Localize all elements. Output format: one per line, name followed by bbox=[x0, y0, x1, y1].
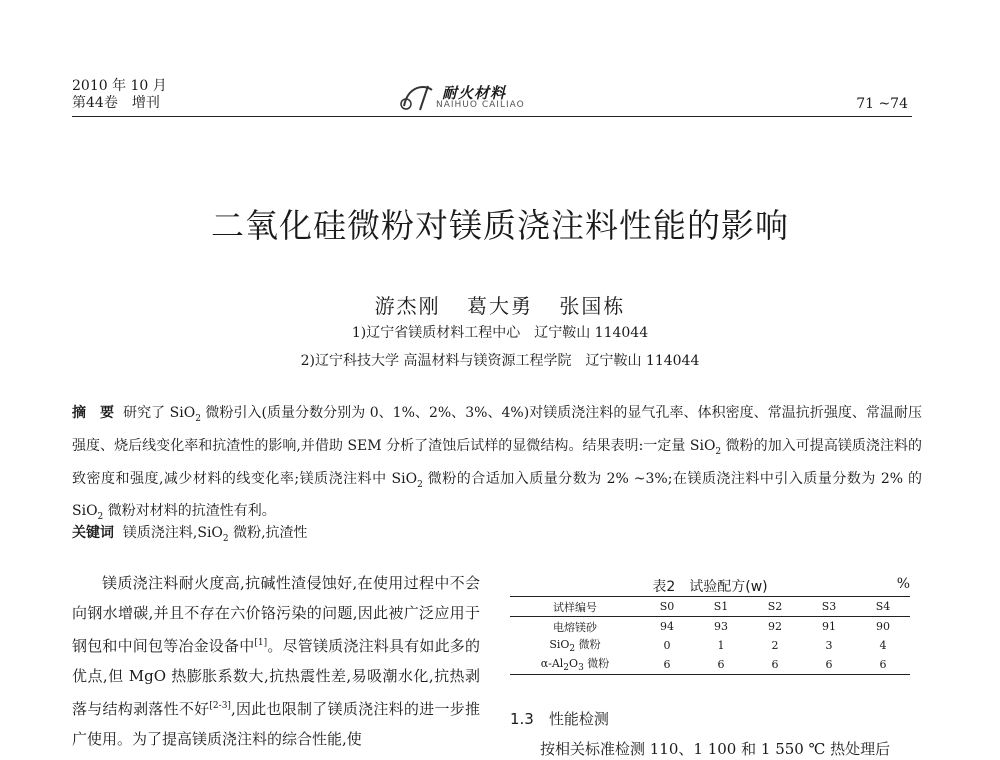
section-heading: 1.3 性能检测 bbox=[510, 710, 609, 728]
page-range: 71 ~74 bbox=[856, 96, 908, 112]
author-name: 葛大勇 bbox=[467, 294, 533, 318]
subscript: 2 bbox=[417, 479, 423, 490]
issue-date: 2010 年 10 月 bbox=[72, 78, 167, 94]
table-cell: 0 bbox=[663, 639, 671, 652]
header-rule bbox=[72, 116, 912, 117]
table-row bbox=[510, 655, 910, 675]
subscript: 2 bbox=[569, 644, 576, 655]
table-header-cell: S0 bbox=[640, 597, 694, 617]
keywords-label: 关键词 bbox=[72, 525, 114, 541]
table-cell: 6 bbox=[856, 655, 910, 675]
table-cell: 4 bbox=[879, 639, 887, 652]
journal-logo bbox=[398, 80, 558, 114]
table-cell: 90 bbox=[876, 620, 890, 633]
table-header-cell: S1 bbox=[694, 597, 748, 617]
table-cell: 94 bbox=[660, 620, 674, 633]
subscript: 2 bbox=[97, 512, 104, 523]
abstract-text: 微粉的合适加入质量分数为 2% ~3%;在镁质浇注料中引入质量分数为 2% 的 SiO bbox=[72, 470, 922, 520]
subscript: 2 bbox=[563, 663, 570, 674]
section-text: 按相关标准检测 110、1 100 和 1 550 ℃ 热处理后 bbox=[540, 740, 891, 758]
table-cell: 2 bbox=[771, 639, 779, 652]
subscript: 3 bbox=[578, 663, 584, 674]
table-cell: 6 bbox=[748, 655, 802, 675]
body-paragraph bbox=[72, 568, 480, 754]
affiliation-1: 1)辽宁省镁质材料工程中心 辽宁鞍山 114044 bbox=[351, 325, 649, 341]
table-cell: 91 bbox=[822, 620, 836, 633]
abstract-label: 摘 要 bbox=[72, 405, 115, 421]
citation: [2-3] bbox=[209, 701, 231, 711]
table-cell: 6 bbox=[802, 655, 856, 675]
table-row bbox=[510, 617, 910, 637]
table-header-cell: 试样编号 bbox=[510, 597, 640, 617]
cell-text: O bbox=[569, 657, 579, 671]
affiliation-2: 2)辽宁科技大学 高温材料与镁资源工程学院 辽宁鞍山 114044 bbox=[300, 353, 700, 369]
subscript: 2 bbox=[715, 446, 722, 457]
subscript: 2 bbox=[222, 533, 229, 544]
journal-logo-icon bbox=[398, 80, 438, 114]
table-cell: 6 bbox=[640, 655, 694, 675]
table-unit: % bbox=[896, 576, 910, 592]
author-name: 张国栋 bbox=[559, 294, 626, 318]
table-header-cell: S3 bbox=[802, 597, 856, 617]
citation: [1] bbox=[254, 638, 268, 648]
keywords-text: 镁质浇注料,SiO bbox=[122, 525, 223, 541]
table-cell: 3 bbox=[825, 639, 833, 652]
abstract-text: 微粉引入(质量分数分别为 0、1%、2%、3%、4%)对镁质浇注料的显气孔率、体积密度、常温抗折强度、常温耐压强度、烧后线变化率和抗渣性的影响,并借助 SEM 分析了渣蚀后试样的显微结构。结果表明:一定量 SiO bbox=[72, 405, 923, 454]
cell-text: SiO bbox=[549, 638, 570, 652]
keywords bbox=[72, 522, 308, 544]
body-text: 。尽管镁质浇注料具有如此多的优点,但 MgO 热膨胀系数大,抗热震性差,易吸潮水化,抗热剥落与结构剥落性不好 bbox=[72, 637, 480, 718]
table-cell: 1 bbox=[717, 639, 725, 652]
table-cell: 6 bbox=[694, 655, 748, 675]
body-text: ,因此也限制了镁质浇注料的进一步推广使用。为了提高镁质浇注料的综合性能,使 bbox=[72, 700, 480, 748]
abstract-text: 微粉对材料的抗渣性有利。 bbox=[103, 503, 276, 520]
table-cell: 92 bbox=[768, 620, 782, 633]
table-cell: 93 bbox=[714, 620, 728, 633]
journal-name-en: NAIHUO CAILIAO bbox=[436, 100, 525, 110]
abstract-text: 微粉的加入可提高镁质浇注料的致密度和强度,减少材料的线变化率;镁质浇注料中 SiO bbox=[72, 437, 922, 487]
journal-issue-info bbox=[72, 78, 167, 112]
table-header-row bbox=[510, 597, 910, 617]
body-column-left bbox=[72, 568, 480, 754]
abstract bbox=[72, 400, 922, 531]
recipe-table bbox=[510, 596, 910, 675]
cell-text: 微粉 bbox=[575, 638, 601, 652]
subscript: 2 bbox=[195, 413, 201, 424]
table-cell bbox=[510, 636, 640, 655]
table-cell bbox=[510, 655, 640, 675]
abstract-text: 研究了 SiO bbox=[123, 405, 196, 421]
table-caption-text: 表2 试验配方(w) bbox=[652, 579, 768, 595]
issue-volume: 第44卷 增刊 bbox=[72, 95, 160, 111]
table-header-cell: S2 bbox=[748, 597, 802, 617]
table-row bbox=[510, 636, 910, 655]
cell-text: 微粉 bbox=[583, 657, 610, 671]
keywords-text: 微粉,抗渣性 bbox=[228, 525, 308, 541]
cell-text: α-Al bbox=[540, 657, 564, 671]
paper-title: 二氧化硅微粉对镁质浇注料性能的影响 bbox=[211, 206, 789, 245]
journal-name: 耐火材料 bbox=[442, 84, 507, 102]
body-text: 镁质浇注料耐火度高,抗碱性渣侵蚀好,在使用过程中不会向钢水增碳,并且不存在六价铬污染的问题,因此被广泛应用于钢包和中间包等冶金设备中 bbox=[72, 574, 480, 655]
table-cell: 电熔镁砂 bbox=[553, 620, 597, 634]
author-list bbox=[0, 290, 1000, 319]
author-name: 游杰刚 bbox=[374, 294, 441, 318]
table-header-cell: S4 bbox=[856, 597, 910, 617]
